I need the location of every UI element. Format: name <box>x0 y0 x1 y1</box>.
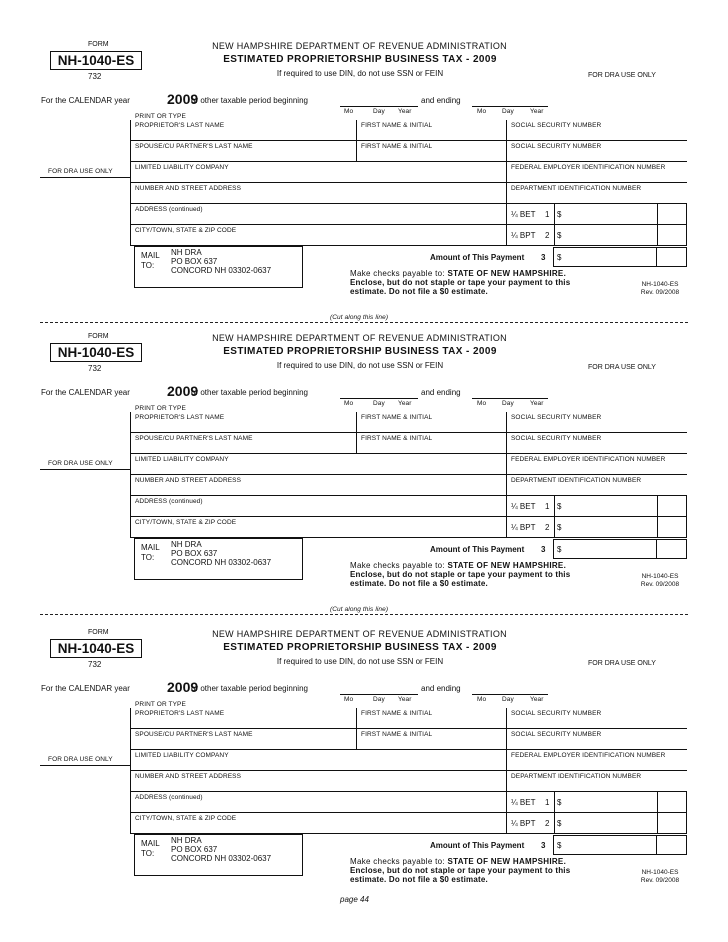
dra-use-left: FOR DRA USE ONLY <box>48 756 113 763</box>
voucher <box>0 332 728 628</box>
proprietor-last-name-field[interactable] <box>130 708 357 729</box>
fein-label: FEDERAL EMPLOYER IDENTIFICATION NUMBER <box>511 752 666 759</box>
divider <box>554 792 555 812</box>
spouse-ssn-field[interactable] <box>506 433 687 454</box>
address-continued-label: ADDRESS (continued) <box>135 206 203 213</box>
bet-field[interactable] <box>506 204 687 225</box>
cents-divider <box>657 204 658 224</box>
estimate-note: estimate. Do not file a $0 estimate. <box>350 579 488 588</box>
bet-dollar: $ <box>557 210 562 219</box>
proprietor-last-name-label: PROPRIETOR'S LAST NAME <box>135 710 225 717</box>
mail-to-box <box>134 538 303 580</box>
llc-field[interactable] <box>130 750 507 771</box>
end-month-label: Mo <box>477 400 487 407</box>
revision-info <box>632 281 688 297</box>
first-name-label: FIRST NAME & INITIAL <box>361 414 433 421</box>
proprietor-last-name-label: PROPRIETOR'S LAST NAME <box>135 122 225 129</box>
amount-label: Amount of This Payment <box>430 545 525 554</box>
city-state-zip-label: CITY/TOWN, STATE & ZIP CODE <box>135 227 237 234</box>
tax-year: 2009 <box>167 679 199 695</box>
dept-id-label: DEPARTMENT IDENTIFICATION NUMBER <box>511 773 642 780</box>
end-date-field[interactable] <box>472 398 548 399</box>
dept-id-label: DEPARTMENT IDENTIFICATION NUMBER <box>511 185 642 192</box>
ssn-field[interactable] <box>506 412 687 433</box>
form-title: ESTIMATED PROPRIETORSHIP BUSINESS TAX - 2009 <box>223 54 497 65</box>
spouse-last-name-label: SPOUSE/CU PARTNER'S LAST NAME <box>135 435 253 442</box>
bet-label: ¼ BET <box>511 210 536 219</box>
bet-line-number: 1 <box>545 798 550 807</box>
amount-line-number: 3 <box>541 253 546 262</box>
dra-use-line <box>40 765 130 766</box>
form-code: 732 <box>88 72 102 81</box>
mail-label: MAIL <box>141 839 160 848</box>
mail-line-3: CONCORD NH 03302-0637 <box>171 854 272 863</box>
revision-form: NH-1040-ES <box>641 869 679 876</box>
bpt-label: ¼ BPT <box>511 523 536 532</box>
ssn-field[interactable] <box>506 708 687 729</box>
calendar-prefix: For the CALENDAR year <box>41 684 130 693</box>
amount-field[interactable] <box>553 835 687 855</box>
amount-dollar: $ <box>557 253 562 262</box>
calendar-prefix: For the CALENDAR year <box>41 96 130 105</box>
amount-line-number: 3 <box>541 841 546 850</box>
tax-year: 2009 <box>167 91 199 107</box>
form-number: NH-1040-ES <box>50 639 142 658</box>
bpt-dollar: $ <box>557 231 562 240</box>
calendar-mid: or other taxable period beginning <box>191 388 308 397</box>
spouse-last-name-field[interactable] <box>130 141 357 162</box>
address-continued-label: ADDRESS (continued) <box>135 498 203 505</box>
llc-field[interactable] <box>130 454 507 475</box>
checks-note <box>350 857 566 866</box>
first-name-field[interactable] <box>356 412 507 433</box>
spouse-ssn-field[interactable] <box>506 729 687 750</box>
spouse-ssn-label: SOCIAL SECURITY NUMBER <box>511 731 602 738</box>
bpt-label: ¼ BPT <box>511 231 536 240</box>
spouse-ssn-label: SOCIAL SECURITY NUMBER <box>511 435 602 442</box>
first-name-label: FIRST NAME & INITIAL <box>361 710 433 717</box>
amount-label: Amount of This Payment <box>430 841 525 850</box>
cents-divider <box>657 813 658 833</box>
begin-month-label: Mo <box>344 400 354 407</box>
street-address-label: NUMBER AND STREET ADDRESS <box>135 477 242 484</box>
ssn-field[interactable] <box>506 120 687 141</box>
estimate-note: estimate. Do not file a $0 estimate. <box>350 875 488 884</box>
mail-label: MAIL <box>141 543 160 552</box>
and-ending-label: and ending <box>421 388 461 397</box>
fein-field[interactable] <box>506 454 687 475</box>
bpt-dollar: $ <box>557 523 562 532</box>
dra-use-line <box>40 177 130 178</box>
amount-field[interactable] <box>553 539 687 559</box>
mail-line-1: NH DRA <box>171 836 202 845</box>
divider <box>554 225 555 245</box>
tax-year: 2009 <box>167 383 199 399</box>
spouse-ssn-field[interactable] <box>506 141 687 162</box>
cut-note-1: (Cut along this line) <box>330 314 389 321</box>
voucher <box>0 628 728 924</box>
cents-divider <box>657 517 658 537</box>
cents-divider <box>657 496 658 516</box>
address-continued-field[interactable] <box>130 792 507 813</box>
bpt-dollar: $ <box>557 819 562 828</box>
amount-dollar: $ <box>557 545 562 554</box>
cut-line-2 <box>40 614 688 615</box>
end-date-field[interactable] <box>472 694 548 695</box>
end-date-field[interactable] <box>472 106 548 107</box>
bpt-field[interactable] <box>506 813 687 834</box>
llc-label: LIMITED LIABILITY COMPANY <box>135 456 229 463</box>
print-or-type: PRINT OR TYPE <box>135 405 186 412</box>
calendar-prefix: For the CALENDAR year <box>41 388 130 397</box>
end-day-label: Day <box>502 696 514 703</box>
calendar-mid: or other taxable period beginning <box>191 684 308 693</box>
divider <box>554 517 555 537</box>
city-state-zip-field[interactable] <box>130 225 507 246</box>
estimate-note: estimate. Do not file a $0 estimate. <box>350 287 488 296</box>
amount-dollar: $ <box>557 841 562 850</box>
begin-year-label: Year <box>398 400 412 407</box>
form-label: FORM <box>88 629 109 636</box>
llc-label: LIMITED LIABILITY COMPANY <box>135 752 229 759</box>
agency-name: NEW HAMPSHIRE DEPARTMENT OF REVENUE ADMINISTRATION <box>212 333 507 343</box>
checks-payee: STATE OF NEW HAMPSHIRE. <box>447 857 567 866</box>
end-day-label: Day <box>502 400 514 407</box>
revision-date: Rev. 09/2008 <box>640 289 680 296</box>
bet-dollar: $ <box>557 798 562 807</box>
ssn-label: SOCIAL SECURITY NUMBER <box>511 710 602 717</box>
form-code: 732 <box>88 660 102 669</box>
to-label: TO: <box>141 553 155 562</box>
amount-line-number: 3 <box>541 545 546 554</box>
bpt-line-number: 2 <box>545 523 550 532</box>
mail-line-1: NH DRA <box>171 248 202 257</box>
begin-date-field[interactable] <box>340 694 418 695</box>
page-number: page 44 <box>340 895 369 904</box>
ssn-label: SOCIAL SECURITY NUMBER <box>511 122 602 129</box>
mail-line-2: PO BOX 637 <box>171 257 218 266</box>
revision-info <box>632 573 688 589</box>
end-year-label: Year <box>530 696 544 703</box>
checks-prefix: Make checks payable to: <box>350 561 445 570</box>
cut-note-2: (Cut along this line) <box>330 606 389 613</box>
dept-id-label: DEPARTMENT IDENTIFICATION NUMBER <box>511 477 642 484</box>
agency-name: NEW HAMPSHIRE DEPARTMENT OF REVENUE ADMINISTRATION <box>212 629 507 639</box>
voucher <box>0 40 728 336</box>
begin-date-field[interactable] <box>340 106 418 107</box>
and-ending-label: and ending <box>421 96 461 105</box>
spouse-first-name-label: FIRST NAME & INITIAL <box>361 143 433 150</box>
bet-label: ¼ BET <box>511 502 536 511</box>
fein-label: FEDERAL EMPLOYER IDENTIFICATION NUMBER <box>511 456 666 463</box>
mail-line-2: PO BOX 637 <box>171 845 218 854</box>
cents-divider <box>656 836 657 854</box>
spouse-first-name-label: FIRST NAME & INITIAL <box>361 731 433 738</box>
dra-use-left: FOR DRA USE ONLY <box>48 168 113 175</box>
to-label: TO: <box>141 261 155 270</box>
city-state-zip-field[interactable] <box>130 517 507 538</box>
street-address-field[interactable] <box>130 771 507 792</box>
fein-field[interactable] <box>506 750 687 771</box>
print-or-type: PRINT OR TYPE <box>135 701 186 708</box>
llc-field[interactable] <box>130 162 507 183</box>
din-note: If required to use DIN, do not use SSN or FEIN <box>276 657 444 666</box>
address-continued-field[interactable] <box>130 204 507 225</box>
checks-note <box>350 561 566 570</box>
form-code: 732 <box>88 364 102 373</box>
dra-use-line <box>40 469 130 470</box>
enclose-note: Enclose, but do not staple or tape your payment to this <box>350 278 571 287</box>
spouse-last-name-label: SPOUSE/CU PARTNER'S LAST NAME <box>135 731 253 738</box>
form-number: NH-1040-ES <box>50 343 142 362</box>
dept-id-field[interactable] <box>506 771 687 792</box>
enclose-note: Enclose, but do not staple or tape your payment to this <box>350 866 571 875</box>
dept-id-field[interactable] <box>506 475 687 496</box>
form-label: FORM <box>88 333 109 340</box>
mail-to-box <box>134 246 303 288</box>
spouse-last-name-field[interactable] <box>130 433 357 454</box>
bet-line-number: 1 <box>545 210 550 219</box>
mail-to-box <box>134 834 303 876</box>
end-year-label: Year <box>530 400 544 407</box>
street-address-field[interactable] <box>130 475 507 496</box>
amount-label: Amount of This Payment <box>430 253 525 262</box>
ssn-label: SOCIAL SECURITY NUMBER <box>511 414 602 421</box>
address-continued-field[interactable] <box>130 496 507 517</box>
fein-field[interactable] <box>506 162 687 183</box>
divider <box>554 496 555 516</box>
end-year-label: Year <box>530 108 544 115</box>
end-day-label: Day <box>502 108 514 115</box>
spouse-first-name-field[interactable] <box>356 729 507 750</box>
form-label: FORM <box>88 41 109 48</box>
end-month-label: Mo <box>477 108 487 115</box>
bpt-label: ¼ BPT <box>511 819 536 828</box>
din-note: If required to use DIN, do not use SSN or FEIN <box>276 69 444 78</box>
amount-field[interactable] <box>553 247 687 267</box>
address-continued-label: ADDRESS (continued) <box>135 794 203 801</box>
mail-line-2: PO BOX 637 <box>171 549 218 558</box>
mail-line-3: CONCORD NH 03302-0637 <box>171 266 272 275</box>
first-name-field[interactable] <box>356 708 507 729</box>
bet-field[interactable] <box>506 496 687 517</box>
proprietor-last-name-field[interactable] <box>130 412 357 433</box>
bpt-line-number: 2 <box>545 819 550 828</box>
din-note: If required to use DIN, do not use SSN or FEIN <box>276 361 444 370</box>
form-title: ESTIMATED PROPRIETORSHIP BUSINESS TAX - 2009 <box>223 642 497 653</box>
to-label: TO: <box>141 849 155 858</box>
checks-note <box>350 269 566 278</box>
begin-year-label: Year <box>398 108 412 115</box>
enclose-note: Enclose, but do not staple or tape your payment to this <box>350 570 571 579</box>
cut-line-1 <box>40 322 688 323</box>
begin-month-label: Mo <box>344 108 354 115</box>
city-state-zip-label: CITY/TOWN, STATE & ZIP CODE <box>135 519 237 526</box>
bpt-field[interactable] <box>506 517 687 538</box>
and-ending-label: and ending <box>421 684 461 693</box>
checks-payee: STATE OF NEW HAMPSHIRE. <box>447 561 567 570</box>
fein-label: FEDERAL EMPLOYER IDENTIFICATION NUMBER <box>511 164 666 171</box>
bet-label: ¼ BET <box>511 798 536 807</box>
begin-day-label: Day <box>373 400 385 407</box>
city-state-zip-field[interactable] <box>130 813 507 834</box>
street-address-field[interactable] <box>130 183 507 204</box>
dra-use-left: FOR DRA USE ONLY <box>48 460 113 467</box>
bpt-line-number: 2 <box>545 231 550 240</box>
bpt-field[interactable] <box>506 225 687 246</box>
begin-day-label: Day <box>373 108 385 115</box>
checks-payee: STATE OF NEW HAMPSHIRE. <box>447 269 567 278</box>
revision-info <box>632 869 688 885</box>
begin-date-field[interactable] <box>340 398 418 399</box>
divider <box>554 204 555 224</box>
end-month-label: Mo <box>477 696 487 703</box>
spouse-first-name-field[interactable] <box>356 141 507 162</box>
agency-name: NEW HAMPSHIRE DEPARTMENT OF REVENUE ADMINISTRATION <box>212 41 507 51</box>
begin-day-label: Day <box>373 696 385 703</box>
checks-prefix: Make checks payable to: <box>350 269 445 278</box>
mail-line-1: NH DRA <box>171 540 202 549</box>
city-state-zip-label: CITY/TOWN, STATE & ZIP CODE <box>135 815 237 822</box>
dra-use-top: FOR DRA USE ONLY <box>588 364 656 371</box>
dra-use-top: FOR DRA USE ONLY <box>588 72 656 79</box>
dept-id-field[interactable] <box>506 183 687 204</box>
checks-prefix: Make checks payable to: <box>350 857 445 866</box>
street-address-label: NUMBER AND STREET ADDRESS <box>135 185 242 192</box>
bet-field[interactable] <box>506 792 687 813</box>
bet-dollar: $ <box>557 502 562 511</box>
proprietor-last-name-label: PROPRIETOR'S LAST NAME <box>135 414 225 421</box>
spouse-first-name-field[interactable] <box>356 433 507 454</box>
cents-divider <box>657 792 658 812</box>
bet-line-number: 1 <box>545 502 550 511</box>
revision-date: Rev. 09/2008 <box>640 877 680 884</box>
form-title: ESTIMATED PROPRIETORSHIP BUSINESS TAX - 2009 <box>223 346 497 357</box>
spouse-last-name-field[interactable] <box>130 729 357 750</box>
revision-form: NH-1040-ES <box>641 281 679 288</box>
dra-use-top: FOR DRA USE ONLY <box>588 660 656 667</box>
mail-label: MAIL <box>141 251 160 260</box>
calendar-mid: or other taxable period beginning <box>191 96 308 105</box>
spouse-last-name-label: SPOUSE/CU PARTNER'S LAST NAME <box>135 143 253 150</box>
first-name-label: FIRST NAME & INITIAL <box>361 122 433 129</box>
begin-month-label: Mo <box>344 696 354 703</box>
proprietor-last-name-field[interactable] <box>130 120 357 141</box>
first-name-field[interactable] <box>356 120 507 141</box>
street-address-label: NUMBER AND STREET ADDRESS <box>135 773 242 780</box>
cents-divider <box>656 248 657 266</box>
spouse-ssn-label: SOCIAL SECURITY NUMBER <box>511 143 602 150</box>
revision-date: Rev. 09/2008 <box>640 581 680 588</box>
llc-label: LIMITED LIABILITY COMPANY <box>135 164 229 171</box>
form-number: NH-1040-ES <box>50 51 142 70</box>
cents-divider <box>657 225 658 245</box>
cents-divider <box>656 540 657 558</box>
spouse-first-name-label: FIRST NAME & INITIAL <box>361 435 433 442</box>
revision-form: NH-1040-ES <box>641 573 679 580</box>
begin-year-label: Year <box>398 696 412 703</box>
divider <box>554 813 555 833</box>
mail-line-3: CONCORD NH 03302-0637 <box>171 558 272 567</box>
print-or-type: PRINT OR TYPE <box>135 113 186 120</box>
